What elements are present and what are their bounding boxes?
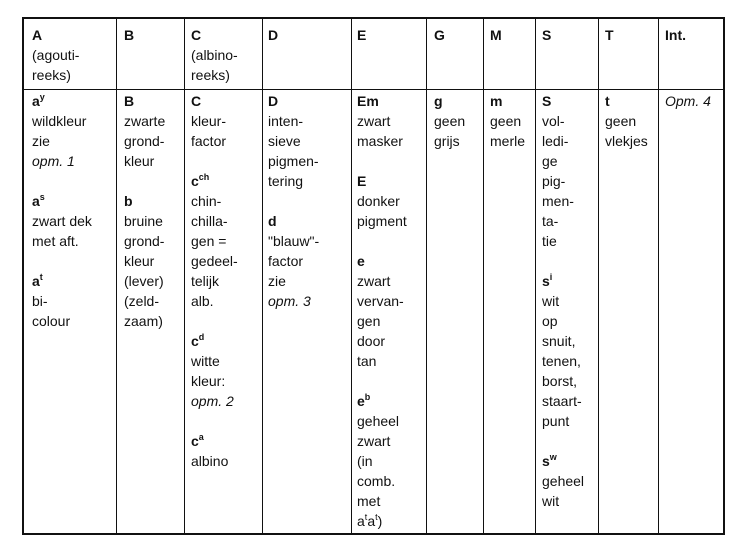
allele-symbol: e xyxy=(357,253,365,269)
header-letter: C xyxy=(191,27,202,43)
header-M xyxy=(490,25,502,45)
column-divider xyxy=(426,19,427,533)
allele-symbol: Em xyxy=(357,93,379,109)
header-sub: (albino- xyxy=(191,47,238,63)
allele-symbol: $a^s$ xyxy=(32,192,45,209)
cell-text: ledi- xyxy=(542,133,569,149)
cell-text: albino xyxy=(191,453,229,469)
cell-text: zwarte xyxy=(124,113,166,129)
cell-text: zwart xyxy=(357,113,391,129)
allele-symbol: $a^y$ xyxy=(32,92,45,109)
allele-symbol: $c^{ch}$ xyxy=(191,172,210,189)
cell-text: colour xyxy=(32,313,71,329)
note-ref: Opm. 4 xyxy=(665,93,711,109)
note-ref: opm. 1 xyxy=(32,153,75,169)
cell-text: chilla- xyxy=(191,213,228,229)
cell-text: op xyxy=(542,313,558,329)
cell-text: kleur- xyxy=(191,113,227,129)
cell-text: donker xyxy=(357,193,400,209)
cell-text: punt xyxy=(542,413,570,429)
cell-text: (lever) xyxy=(124,273,164,289)
allele-symbol: d xyxy=(268,213,277,229)
header-E xyxy=(357,25,366,45)
cell-B xyxy=(124,91,165,331)
cell-text: (zeld- xyxy=(124,293,160,309)
allele-symbol: C xyxy=(191,93,202,109)
cell-text: met aft. xyxy=(32,233,79,249)
cell-T xyxy=(605,91,648,151)
cell-text: geen xyxy=(490,113,522,129)
header-letter: E xyxy=(357,27,367,43)
cell-text: grijs xyxy=(434,133,460,149)
cell-text: masker xyxy=(357,133,403,149)
cell-text: sieve xyxy=(268,133,301,149)
cell-text: ge xyxy=(542,153,558,169)
cell-text: "blauw"- xyxy=(268,233,320,249)
cell-text: door xyxy=(357,333,386,349)
allele-symbol: $s^i$ xyxy=(542,272,553,289)
cell-text: witte xyxy=(191,353,220,369)
header-letter: D xyxy=(268,27,279,43)
column-divider xyxy=(658,19,659,533)
cell-text: factor xyxy=(191,133,227,149)
cell-text: (in xyxy=(357,453,373,469)
cell-text: vervan- xyxy=(357,293,404,309)
note-ref: opm. 3 xyxy=(268,293,311,309)
cell-E xyxy=(357,91,407,531)
cell-text: tie xyxy=(542,233,557,249)
cell-text: geheel xyxy=(357,413,400,429)
cell-text: vlekjes xyxy=(605,133,648,149)
cell-text: kleur: xyxy=(191,373,226,389)
cell-text: borst, xyxy=(542,373,578,389)
header-letter: A xyxy=(32,27,43,43)
cell-text: bruine xyxy=(124,213,163,229)
cell-text: geen xyxy=(434,113,466,129)
header-C xyxy=(191,25,238,85)
cell-text: zaam) xyxy=(124,313,163,329)
cell-Int xyxy=(665,91,711,111)
cell-M xyxy=(490,91,525,151)
column-divider xyxy=(262,19,263,533)
header-divider xyxy=(24,89,723,90)
cell-text: vol- xyxy=(542,113,565,129)
allele-symbol: S xyxy=(542,93,552,109)
cell-text: grond- xyxy=(124,233,165,249)
allele-symbol: $c^a$ xyxy=(191,432,204,449)
cell-text: chin- xyxy=(191,193,222,209)
header-letter: M xyxy=(490,27,502,43)
cell-text: gedeel- xyxy=(191,253,238,269)
header-letter: T xyxy=(605,27,614,43)
cell-text: snuit, xyxy=(542,333,576,349)
cell-text: kleur xyxy=(124,153,155,169)
cell-A xyxy=(32,91,92,331)
cell-text: inten- xyxy=(268,113,304,129)
header-sub: reeks) xyxy=(191,67,230,83)
allele-symbol: b xyxy=(124,193,133,209)
cell-C xyxy=(191,91,238,471)
cell-text: ta- xyxy=(542,213,559,229)
cell-text: tering xyxy=(268,173,304,189)
header-T xyxy=(605,25,614,45)
cell-text: alb. xyxy=(191,293,214,309)
allele-symbol: D xyxy=(268,93,279,109)
allele-symbol: m xyxy=(490,93,503,109)
cell-D xyxy=(268,91,319,311)
header-letter: Int. xyxy=(665,27,686,43)
header-letter: B xyxy=(124,27,135,43)
cell-text: zie xyxy=(32,133,50,149)
cell-text: gen = xyxy=(191,233,227,249)
allele-symbol: $e^b$ xyxy=(357,392,371,409)
column-divider xyxy=(184,19,185,533)
cell-text: zwart dek xyxy=(32,213,92,229)
header-S xyxy=(542,25,551,45)
allele-symbol: t xyxy=(605,93,610,109)
cell-text: staart- xyxy=(542,393,582,409)
header-Int xyxy=(665,25,686,45)
cell-text: met xyxy=(357,493,381,509)
cell-text: telijk xyxy=(191,273,220,289)
header-A xyxy=(32,25,79,85)
cell-G xyxy=(434,91,465,151)
column-divider xyxy=(598,19,599,533)
cell-text: bi- xyxy=(32,293,48,309)
allele-symbol: $a^t$ xyxy=(32,272,43,289)
cell-text: wit xyxy=(542,493,560,509)
cell-text: gen xyxy=(357,313,381,329)
column-divider xyxy=(535,19,536,533)
note-ref: opm. 2 xyxy=(191,393,234,409)
allele-symbol: g xyxy=(434,93,443,109)
cell-S xyxy=(542,91,584,511)
cell-text: zwart xyxy=(357,273,391,289)
header-D xyxy=(268,25,278,45)
cell-text: tenen, xyxy=(542,353,581,369)
cell-text: tan xyxy=(357,353,377,369)
column-divider xyxy=(483,19,484,533)
cell-text: grond- xyxy=(124,133,165,149)
allele-symbol: B xyxy=(124,93,135,109)
header-letter: G xyxy=(434,27,445,43)
header-B xyxy=(124,25,134,45)
cell-text: wildkleur xyxy=(32,113,87,129)
column-divider xyxy=(116,19,117,533)
cell-text: merle xyxy=(490,133,526,149)
header-sub: reeks) xyxy=(32,67,71,83)
cell-text: zie xyxy=(268,273,286,289)
cell-text: men- xyxy=(542,193,574,209)
genetics-table xyxy=(22,17,725,535)
allele-symbol: $s^w$ xyxy=(542,452,557,469)
cell-text: geheel xyxy=(542,473,585,489)
header-G xyxy=(434,25,445,45)
cell-text: factor xyxy=(268,253,304,269)
cell-text: zwart xyxy=(357,433,391,449)
cell-text: comb. xyxy=(357,473,396,489)
allele-symbol: E xyxy=(357,173,367,189)
cell-text: $a^ta^t$) xyxy=(357,512,383,529)
allele-symbol: $c^d$ xyxy=(191,332,205,349)
header-letter: S xyxy=(542,27,552,43)
cell-text: pigment xyxy=(357,213,407,229)
header-sub: (agouti- xyxy=(32,47,80,63)
cell-text: kleur xyxy=(124,253,155,269)
cell-text: pigmen- xyxy=(268,153,319,169)
cell-text: pig- xyxy=(542,173,566,189)
column-divider xyxy=(351,19,352,533)
cell-text: wit xyxy=(542,293,560,309)
cell-text: geen xyxy=(605,113,637,129)
